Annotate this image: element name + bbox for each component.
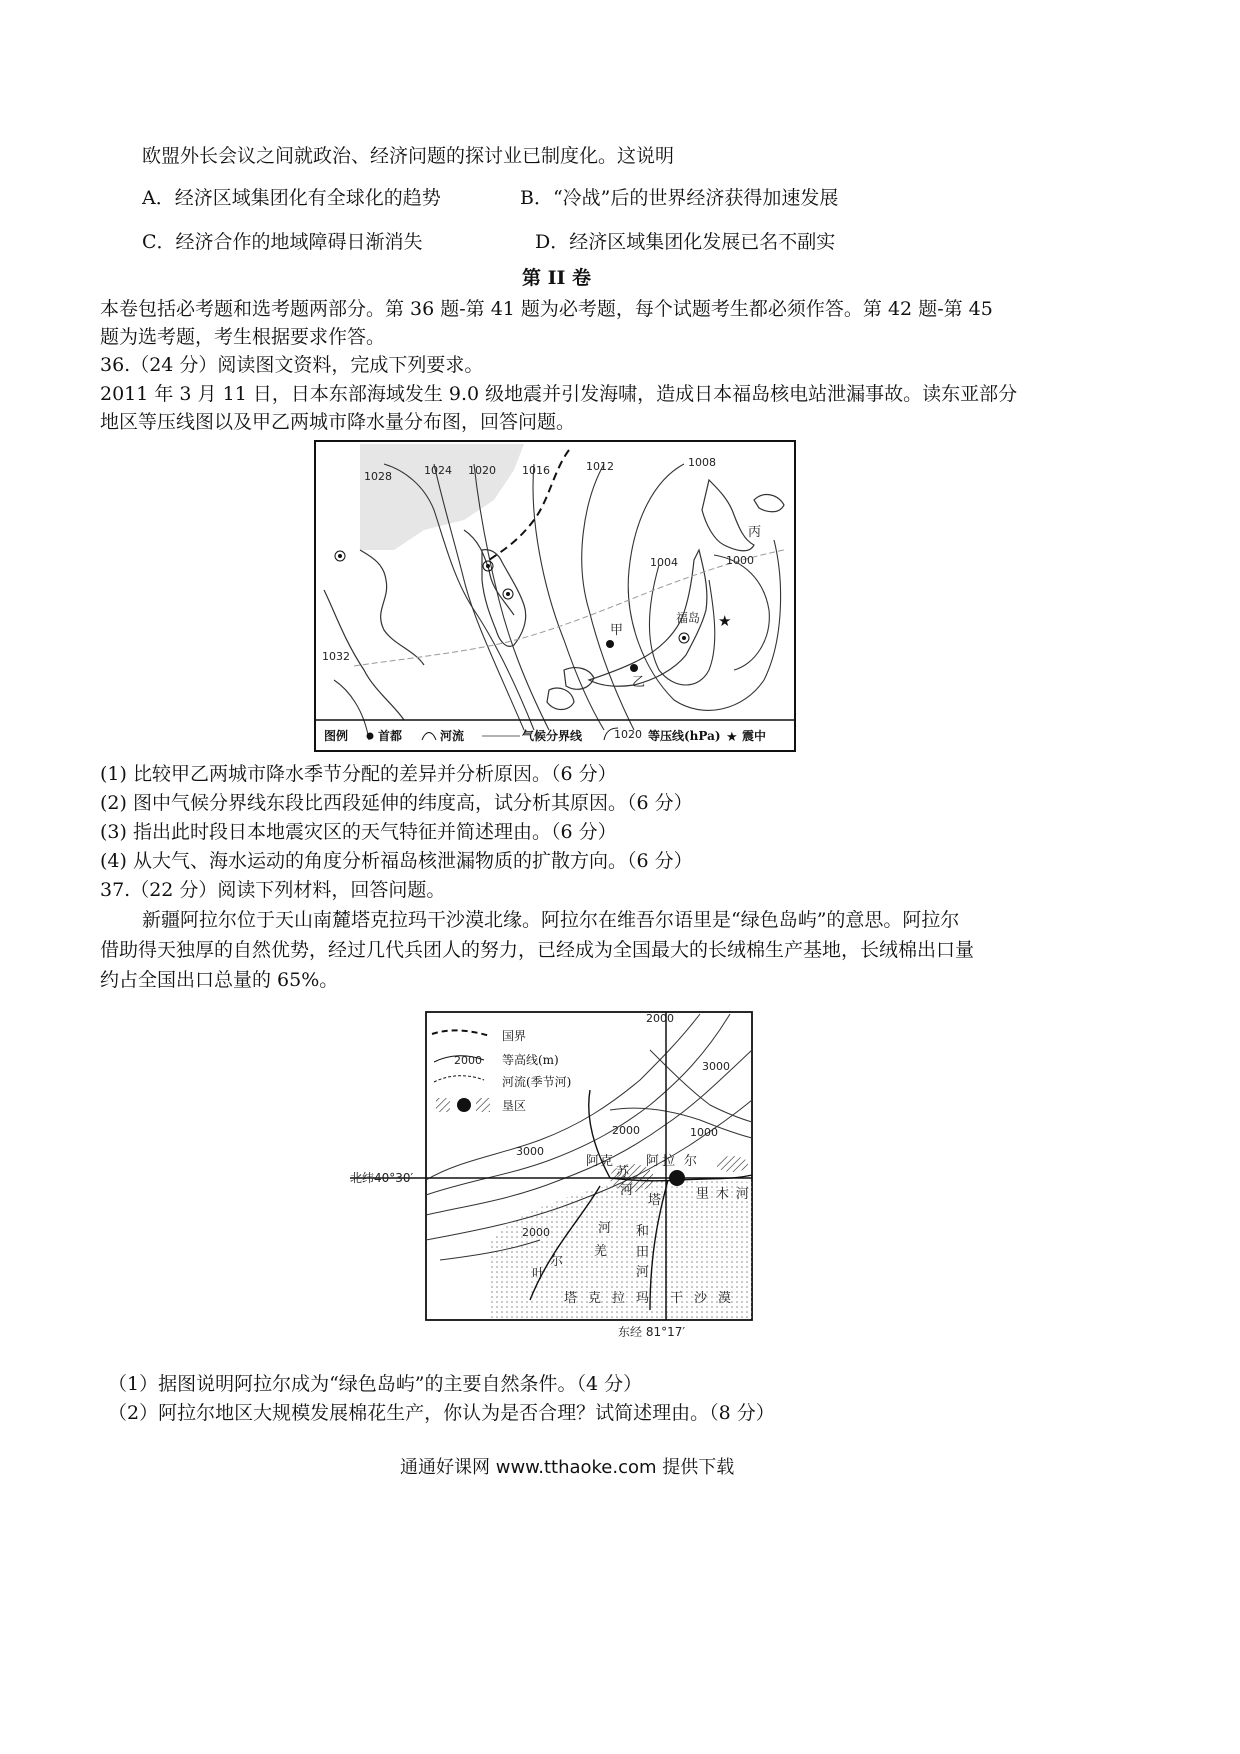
yarkand-char-4: 河 (598, 1221, 612, 1236)
legend-epicenter: 震中 (742, 729, 767, 743)
contour-label-3000-west: 3000 (516, 1145, 544, 1158)
isobar-label-1024: 1024 (424, 464, 452, 477)
isobar-label-1032: 1032 (322, 650, 350, 663)
q37-question-2: （2）阿拉尔地区大规模发展棉花生产，你认为是否合理？试简述理由。（8 分） (108, 1402, 775, 1424)
q36-question-3: (3) 指出此时段日本地震灾区的天气特征并简述理由。（6 分） (100, 821, 617, 843)
yarkand-char-1: 叶 (532, 1267, 546, 1282)
akesu-char-4: 河 (620, 1183, 634, 1198)
section-title: 第 II 卷 (522, 267, 592, 289)
desert-char-2: 克 (588, 1291, 602, 1306)
alar-char-2: 拉 (662, 1154, 676, 1169)
desert-char-4: 玛 (636, 1291, 650, 1306)
alar-region-map (350, 1010, 770, 1340)
page-footer: 通通好课网 www.tthaoke.com 提供下载 (400, 1457, 735, 1478)
tarim-char-2: 里 (696, 1187, 710, 1202)
legend-isobar: 等压线(hPa) (648, 729, 721, 743)
desert-char-6: 沙 (694, 1291, 708, 1306)
isobar-label-1020: 1020 (468, 464, 496, 477)
contour-label-2000-mid: 2000 (612, 1124, 640, 1137)
legend-star-icon: ★ (726, 730, 738, 745)
q36-question-4: (4) 从大气、海水运动的角度分析福岛核泄漏物质的扩散方向。（6 分） (100, 850, 693, 872)
hotan-char-1: 和 (636, 1224, 650, 1239)
place-fukushima-label: 福岛 (676, 611, 701, 625)
yarkand-char-3: 羌 (594, 1244, 608, 1259)
city-jia-label: 甲 (610, 623, 624, 638)
akesu-char-2: 克 (600, 1154, 614, 1169)
legend-reclaim: 垦区 (502, 1099, 527, 1113)
legend-reclaim-hatch-icon-2 (476, 1098, 490, 1112)
desert-char-3: 拉 (612, 1291, 626, 1306)
desert-char-1: 塔 (564, 1291, 578, 1306)
q35-option-c: C．经济合作的地域障碍日渐消失 (142, 231, 423, 253)
q37-text-line-3: 约占全国出口总量的 65%。 (100, 969, 339, 991)
tarim-char-1: 塔 (648, 1193, 662, 1208)
legend-capital-icon (367, 733, 374, 740)
isobar-label-1012: 1012 (586, 460, 614, 473)
contour-label-2000-south: 2000 (522, 1226, 550, 1239)
legend-isobar-sample: 1020 (614, 728, 642, 741)
isobar-label-1004: 1004 (650, 556, 678, 569)
city-yi-label: 乙 (632, 675, 646, 690)
latitude-label: 北纬40°30′ (350, 1171, 414, 1185)
q37-header: 37.（22 分）阅读下列材料，回答问题。 (100, 879, 446, 901)
legend-city-dot-icon (457, 1098, 471, 1112)
isobar-label-1028: 1028 (364, 470, 392, 483)
desert-char-7: 漠 (718, 1291, 732, 1306)
alar-char-3: 尔 (684, 1154, 698, 1169)
legend-border: 国界 (502, 1029, 527, 1043)
legend-climate-boundary: 气候分界线 (522, 729, 583, 743)
desert-char-5: 干 (670, 1291, 684, 1306)
q35-option-d: D．经济区域集团化发展已名不副实 (535, 231, 836, 253)
q36-question-1: (1) 比较甲乙两城市降水季节分配的差异并分析原因。（6 分） (100, 763, 617, 785)
isobar-label-1016: 1016 (522, 464, 550, 477)
akesu-char-3: 苏 (616, 1165, 630, 1180)
reclaim-area-east (716, 1156, 748, 1172)
legend-capital: 首都 (378, 729, 403, 743)
legend-contour: 等高线(m) (502, 1053, 559, 1067)
longitude-label: 东经 81°17′ (618, 1325, 686, 1339)
hotan-char-3: 河 (636, 1265, 650, 1280)
isobar-label-1008: 1008 (688, 456, 716, 469)
tarim-char-3: 木 (716, 1187, 730, 1202)
q36-question-2: (2) 图中气候分界线东段比西段延伸的纬度高，试分析其原因。（6 分） (100, 792, 693, 814)
hotan-char-2: 田 (636, 1245, 650, 1260)
q35-option-a: A．经济区域集团化有全球化的趋势 (142, 187, 441, 209)
contour-label-2000-top: 2000 (646, 1012, 674, 1025)
section-intro-line-2: 题为选考题，考生根据要求作答。 (100, 326, 386, 348)
legend-title: 图例 (324, 729, 349, 743)
east-asia-isobar-map (314, 440, 796, 752)
q35-stem-tail: 欧盟外长会议之间就政治、经济问题的探讨业已制度化。这说明 (142, 145, 675, 167)
legend-river: 河流(季节河) (502, 1075, 572, 1089)
place-bing-label: 丙 (748, 525, 762, 540)
akesu-char-1: 阿 (586, 1154, 600, 1169)
epicenter-star-icon: ★ (718, 612, 732, 630)
tarim-char-4: 河 (736, 1187, 750, 1202)
contour-label-1000: 1000 (690, 1126, 718, 1139)
q37-question-1: （1）据图说明阿拉尔成为“绿色岛屿”的主要自然条件。（4 分） (108, 1373, 643, 1395)
section-intro-line-1: 本卷包括必考题和选考题两部分。第 36 题-第 41 题为必考题，每个试题考生都必须作答。第 42 题-第 45 (100, 298, 993, 320)
q36-header: 36.（24 分）阅读图文资料，完成下列要求。 (100, 354, 484, 376)
city-yi-marker (630, 664, 638, 672)
q37-text-line-1: 新疆阿拉尔位于天山南麓塔克拉玛干沙漠北缘。阿拉尔在维吾尔语里是“绿色岛屿”的意思。阿拉尔 (142, 909, 960, 931)
legend-reclaim-hatch-icon (436, 1098, 450, 1112)
q36-text-line-2: 地区等压线图以及甲乙两城市降水量分布图，回答问题。 (100, 411, 576, 433)
q36-text-line-1: 2011 年 3 月 11 日，日本东部海域发生 9.0 级地震并引发海啸，造成日本福岛核电站泄漏事故。读东亚部分 (100, 383, 1018, 405)
legend-river: 河流 (440, 729, 465, 743)
yarkand-char-2: 尔 (550, 1254, 564, 1269)
contour-label-3000-east: 3000 (702, 1060, 730, 1073)
isobar-label-1000: 1000 (726, 554, 754, 567)
alar-char-1: 阿 (646, 1154, 660, 1169)
q35-option-b: B．“冷战”后的世界经济获得加速发展 (520, 187, 839, 209)
legend-contour-sample: 2000 (454, 1054, 482, 1067)
alar-city-marker (669, 1170, 685, 1186)
city-jia-marker (606, 640, 614, 648)
q37-text-line-2: 借助得天独厚的自然优势，经过几代兵团人的努力，已经成为全国最大的长绒棉生产基地，长绒棉出口量 (100, 939, 975, 961)
